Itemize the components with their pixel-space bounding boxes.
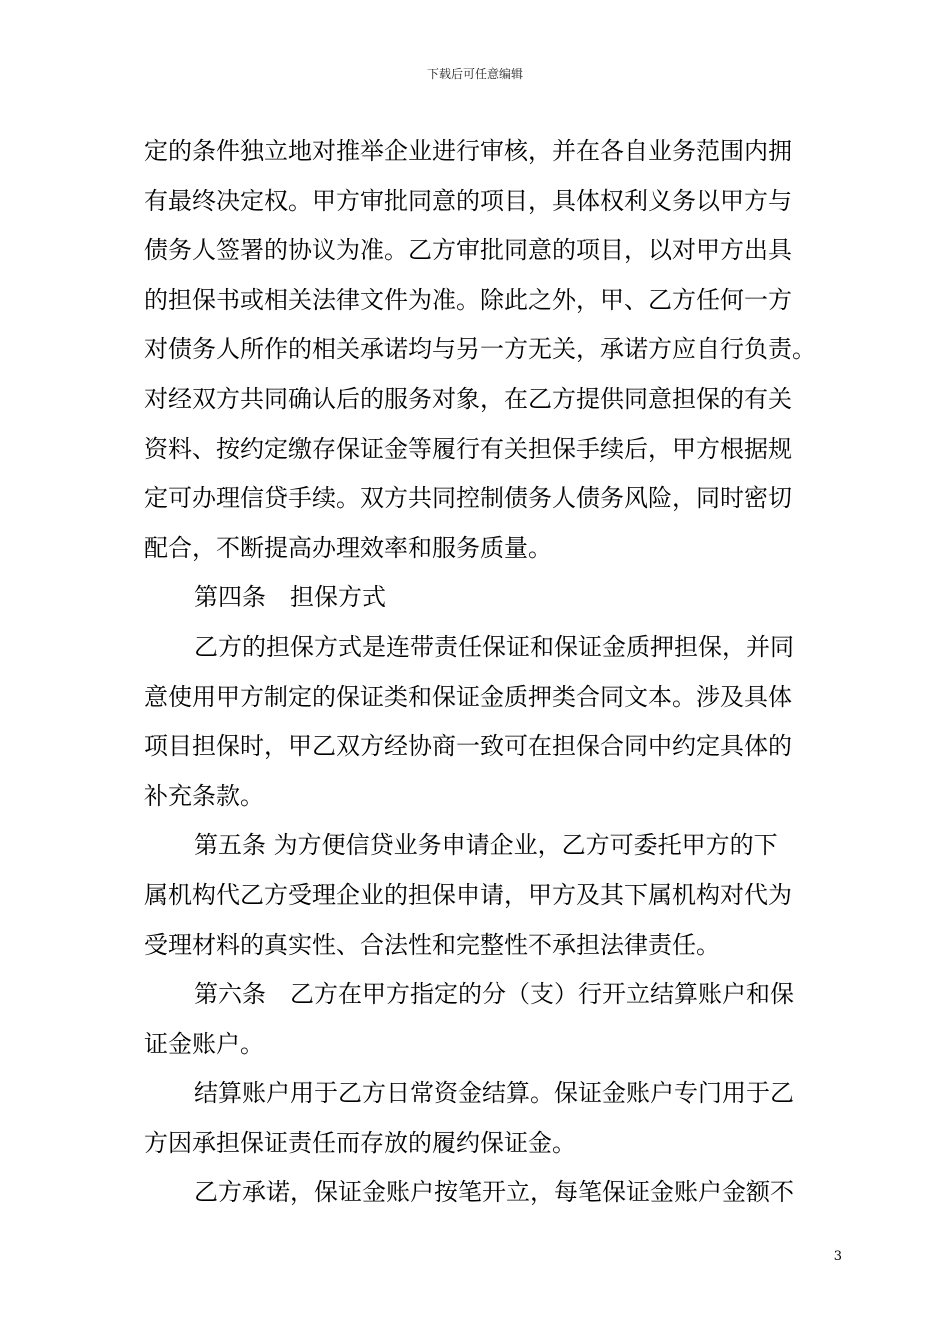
text-line: 乙方的担保方式是连带责任保证和保证金质押担保，并同	[194, 632, 794, 661]
text-line: 定的条件独立地对推举企业进行审核，并在各自业务范围内拥	[144, 137, 792, 165]
text-line: 受理材料的真实性、合法性和完整性不承担法律责任。	[144, 930, 720, 959]
text-line: 的担保书或相关法律文件为准。除此之外，甲、乙方任何一方	[144, 285, 792, 314]
text-line: 有最终决定权。甲方审批同意的项目，具体权利义务以甲方与	[144, 186, 792, 215]
text-line: 乙方承诺，保证金账户按笔开立，每笔保证金账户金额不	[194, 1178, 794, 1207]
text-line: 债务人签署的协议为准。乙方审批同意的项目，以对甲方出具	[144, 236, 792, 265]
running-header: 下载后可任意编辑	[426, 67, 523, 81]
text-line: 方因承担保证责任而存放的履约保证金。	[144, 1128, 576, 1157]
text-line: 定可办理信贷手续。双方共同控制债务人债务风险，同时密切	[144, 484, 792, 513]
text-line: 意使用甲方制定的保证类和保证金质押类合同文本。涉及具体	[144, 682, 792, 711]
article-heading: 第四条 担保方式	[194, 583, 386, 612]
text-line: 配合，不断提高办理效率和服务质量。	[144, 533, 552, 562]
text-line: 项目担保时，甲乙双方经协商一致可在担保合同中约定具体的	[144, 732, 792, 761]
text-line: 第五条 为方便信贷业务申请企业，乙方可委托甲方的下	[194, 831, 778, 860]
text-line: 对经双方共同确认后的服务对象，在乙方提供同意担保的有关	[144, 384, 792, 413]
text-line: 补充条款。	[144, 781, 264, 810]
text-line: 对债务人所作的相关承诺均与另一方无关，承诺方应自行负责。	[144, 335, 816, 364]
body-text	[144, 127, 844, 1218]
text-line: 证金账户。	[144, 1029, 264, 1058]
text-line: 结算账户用于乙方日常资金结算。保证金账户专门用于乙	[194, 1079, 794, 1108]
text-line: 第六条 乙方在甲方指定的分（支）行开立结算账户和保	[194, 980, 794, 1009]
page-number: 3	[833, 1249, 842, 1264]
text-line: 资料、按约定缴存保证金等履行有关担保手续后，甲方根据规	[144, 434, 792, 463]
text-line: 属机构代乙方受理企业的担保申请，甲方及其下属机构对代为	[144, 880, 792, 909]
